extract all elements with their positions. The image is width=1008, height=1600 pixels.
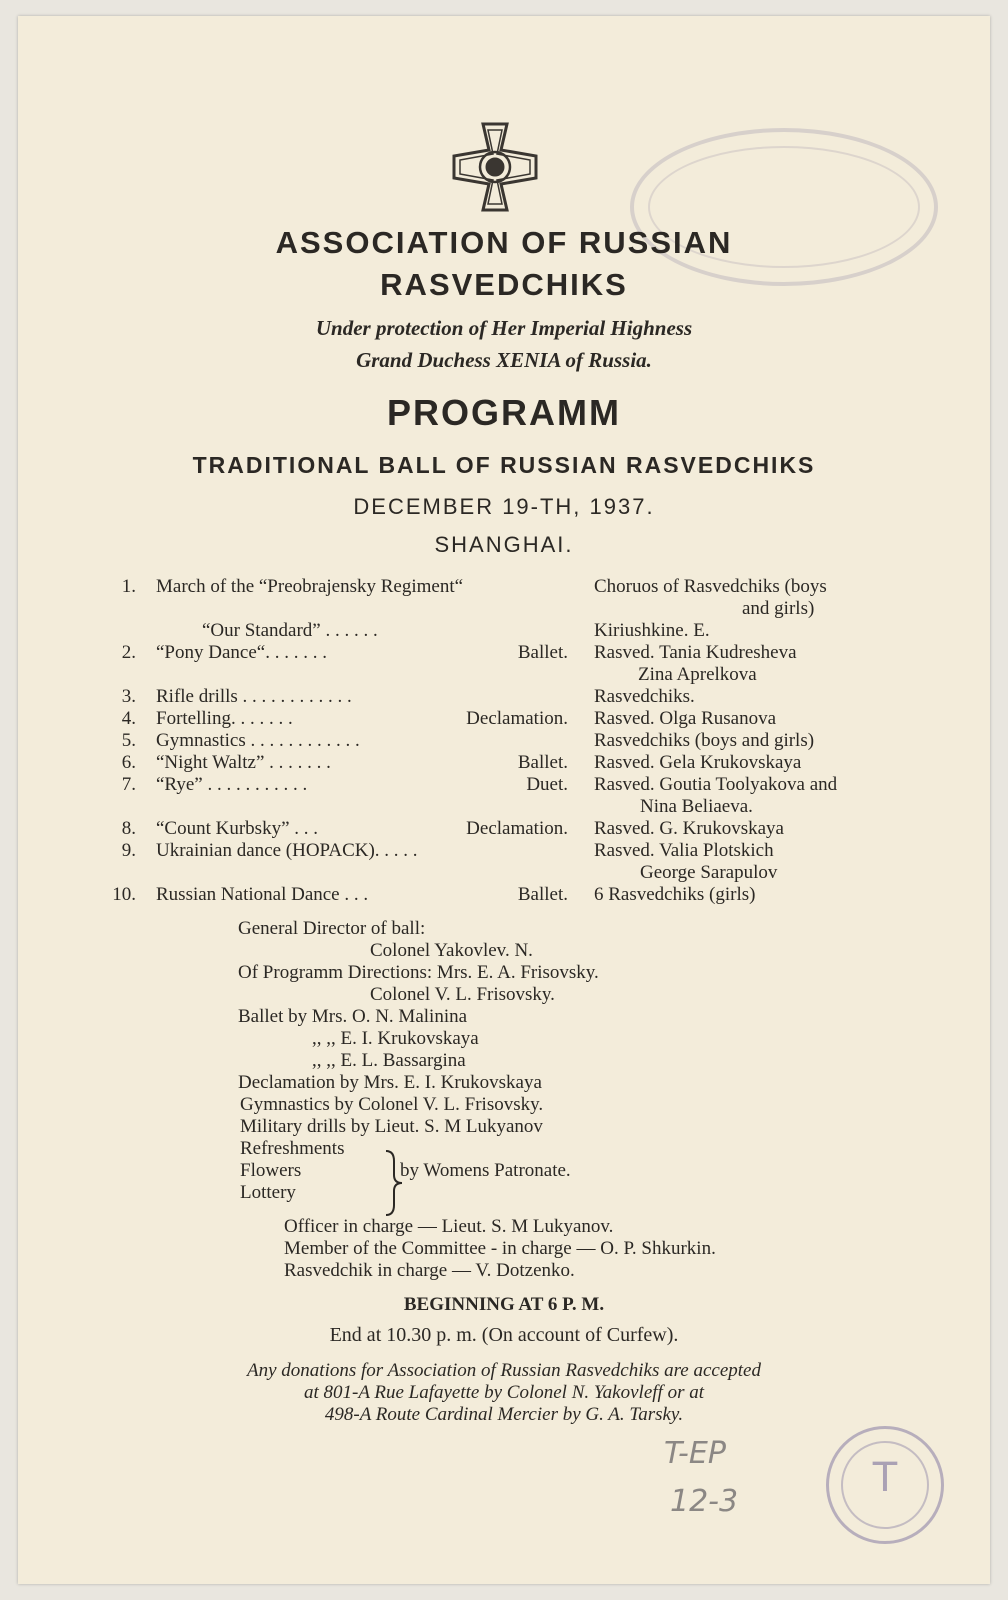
item-title: Gymnastics . . . . . . . . . . . . — [156, 730, 360, 751]
item-performer: Rasvedchiks. — [594, 686, 695, 707]
programme-item — [18, 884, 990, 906]
credit-refreshments: Refreshments — [240, 1138, 345, 1159]
programme-item — [18, 708, 990, 730]
item-title: “Night Waltz” . . . . . . . Ballet. — [156, 752, 568, 773]
programme-item — [18, 686, 990, 708]
item-performer: Rasved. Gela Krukovskaya — [594, 752, 802, 773]
donations-line3: 498-A Route Cardinal Mercier by G. A. Tarsky. — [324, 1404, 684, 1425]
item-performer: Rasved. Olga Rusanova — [594, 708, 777, 729]
beginning-time: BEGINNING AT 6 P. M. — [403, 1294, 605, 1315]
item-number: 2. — [121, 642, 136, 663]
ball-date: DECEMBER 19-TH, 1937. — [353, 494, 655, 519]
item-title: “Count Kurbsky” . . . Declamation. — [156, 818, 568, 839]
item-number: 9. — [121, 840, 136, 861]
item-performer: Rasved. G. Krukovskaya — [594, 818, 784, 839]
item-performer: 6 Rasvedchiks (girls) — [594, 884, 756, 905]
item-number: 1. — [121, 576, 136, 597]
credit-declamation: Declamation by Mrs. E. I. Krukovskaya — [238, 1072, 542, 1093]
pencil-mark-2: 12-3 — [670, 1484, 739, 1519]
programme-item — [18, 576, 990, 620]
end-time: End at 10.30 p. m. (On account of Curfew). — [329, 1324, 679, 1346]
ball-title: TRADITIONAL BALL OF RUSSIAN RASVEDCHIKS — [192, 452, 816, 478]
credit-gd-label: General Director of ball: — [238, 918, 426, 939]
credit-pd-line2: Colonel V. L. Frisovsky. — [370, 984, 555, 1005]
patron-line2: Grand Duchess XENIA of Russia. — [356, 348, 652, 372]
item-title: Fortelling. . . . . . . Declamation. — [156, 708, 568, 729]
library-stamp-round — [826, 1426, 944, 1544]
item-number: 6. — [121, 752, 136, 773]
item-title: “Pony Dance“. . . . . . . Ballet. — [156, 642, 568, 663]
item-performer: Rasvedchiks (boys and girls) — [594, 730, 815, 751]
item-performer: Rasved. Valia Plotskich George Sarapulov — [594, 840, 778, 883]
programme-item — [18, 730, 990, 752]
credit-pd-line1: Of Programm Directions: Mrs. E. A. Frisovsky. — [238, 962, 599, 983]
rasvedchik-in-charge: Rasvedchik in charge — V. Dotzenko. — [284, 1260, 575, 1281]
item-performer: Rasved. Tania Kudresheva Zina Aprelkova — [594, 642, 797, 685]
programme-sheet — [18, 16, 990, 1584]
item-number: 3. — [121, 686, 136, 707]
pencil-mark-1: T-EP — [664, 1436, 726, 1471]
org-title-line2: RASVEDCHIKS — [380, 267, 628, 302]
programme-item — [18, 620, 990, 642]
programme-item — [18, 818, 990, 840]
programme-item — [18, 752, 990, 774]
programme-item — [18, 642, 990, 686]
item-number: 8. — [121, 818, 136, 839]
programm-heading: PROGRAMM — [387, 392, 621, 433]
programme-item — [18, 774, 990, 818]
item-title: Russian National Dance . . . Ballet. — [156, 884, 568, 905]
officer-in-charge: Officer in charge — Lieut. S. M Lukyanov. — [284, 1216, 614, 1237]
credit-patronate: by Womens Patronate. — [400, 1160, 571, 1181]
credit-gd-name: Colonel Yakovlev. N. — [370, 940, 533, 961]
item-title: Rifle drills . . . . . . . . . . . . — [156, 686, 352, 707]
item-performer: Choruos of Rasvedchiks (boys and girls) — [594, 576, 827, 619]
item-number: 10. — [112, 884, 136, 905]
member-in-charge: Member of the Committee - in charge — O. P. Shkurkin. — [284, 1238, 716, 1259]
org-title-line1: ASSOCIATION OF RUSSIAN — [275, 225, 733, 260]
item-title: March of the “Preobrajensky Regiment“ — [156, 576, 464, 597]
item-number: 4. — [121, 708, 136, 729]
credit-military: Military drills by Lieut. S. M Lukyanov — [240, 1116, 543, 1137]
item-title: “Our Standard” . . . . . . — [202, 620, 378, 641]
credit-ballet2: ,, ,, E. I. Krukovskaya — [312, 1028, 479, 1049]
item-number: 5. — [121, 730, 136, 751]
item-performer: Rasved. Goutia Toolyakova and Nina Beliaeva. — [594, 774, 838, 817]
credit-ballet1: Ballet by Mrs. O. N. Malinina — [238, 1006, 468, 1027]
credit-lottery: Lottery — [240, 1182, 296, 1203]
ball-city: SHANGHAI. — [434, 532, 574, 557]
donations-line2: at 801-A Rue Lafayette by Colonel N. Yakovleff or at — [303, 1382, 704, 1403]
stamp-letter: T — [872, 1455, 898, 1501]
item-performer: Kiriushkine. E. — [594, 620, 710, 641]
credit-ballet3: ,, ,, E. L. Bassargina — [312, 1050, 466, 1071]
credit-gymnastics: Gymnastics by Colonel V. L. Frisovsky. — [240, 1094, 544, 1115]
patron-line1: Under protection of Her Imperial Highness — [315, 316, 693, 340]
item-title: Ukrainian dance (HOPACK). . . . . — [156, 840, 418, 861]
credit-flowers: Flowers — [240, 1160, 302, 1181]
programme-item — [18, 840, 990, 884]
item-number: 7. — [121, 774, 136, 795]
cross-emblem-icon — [450, 120, 540, 214]
item-title: “Rye” . . . . . . . . . . . Duet. — [156, 774, 568, 795]
donations-line1: Any donations for Association of Russian Rasvedchiks are accepted — [247, 1360, 761, 1381]
